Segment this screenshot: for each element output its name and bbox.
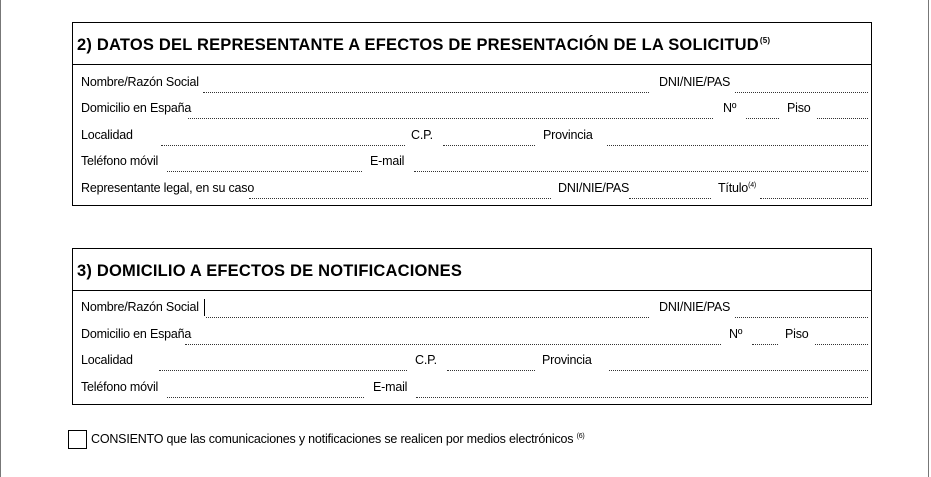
section-header [73,23,871,65]
nombre-underline [206,317,649,318]
piso-field[interactable] [817,103,868,117]
localidad-label: Localidad [81,353,133,367]
consent-text: CONSIENTO que las comunicaciones y notificaciones se realicen por medios electrónicos [91,432,574,446]
footnote-ref: (4) [748,182,757,189]
consent-checkbox[interactable] [68,430,87,449]
cp-field[interactable] [443,130,535,144]
localidad-field[interactable] [159,355,407,369]
email-underline [414,171,868,172]
footnote-ref: (6) [576,433,585,440]
titulo-field[interactable] [760,183,868,197]
dni-field[interactable] [735,302,868,316]
localidad-label: Localidad [81,128,133,142]
dni-underline [735,92,868,93]
dni-label: DNI/NIE/PAS [659,75,731,89]
numero-label: Nº [729,327,743,341]
numero-field[interactable] [746,103,779,117]
provincia-field[interactable] [607,130,868,144]
telefono-field[interactable] [167,382,364,396]
nombre-underline [203,92,649,93]
email-field[interactable] [414,156,868,170]
provincia-label: Provincia [542,353,592,367]
representante-field[interactable] [249,183,551,197]
piso-underline [815,344,868,345]
telefono-underline [167,171,362,172]
telefono-underline [167,397,364,398]
titulo-text: Título [718,181,749,195]
text-cursor [204,299,205,316]
email-underline [416,397,868,398]
domicilio-label: Domicilio en España [81,327,192,341]
footnote-ref: (5) [759,36,771,45]
email-field[interactable] [416,382,868,396]
cp-label: C.P. [411,128,433,142]
provincia-label: Provincia [543,128,593,142]
page-edge-right [928,0,929,477]
localidad-underline [161,145,405,146]
section-title-text: 2) DATOS DEL REPRESENTANTE A EFECTOS DE PRESENTACIÓN DE LA SOLICITUD [77,36,759,54]
numero-label: Nº [723,101,737,115]
piso-label: Piso [787,101,811,115]
section-notificaciones [72,248,872,405]
domicilio-field[interactable] [185,329,721,343]
dni-rep-label: DNI/NIE/PAS [558,181,630,195]
dni-rep-field[interactable] [629,183,711,197]
section-title [77,36,770,55]
provincia-underline [609,370,868,371]
piso-underline [817,118,868,119]
domicilio-underline [188,118,713,119]
nombre-field[interactable] [203,77,649,91]
dni-label: DNI/NIE/PAS [659,300,731,314]
domicilio-field[interactable] [188,103,713,117]
email-label: E-mail [370,154,405,168]
email-label: E-mail [373,380,408,394]
domicilio-underline [185,344,721,345]
numero-field[interactable] [752,329,778,343]
page-edge-left [0,0,1,477]
representante-label: Representante legal, en su caso [81,181,255,195]
telefono-label: Teléfono móvil [81,154,159,168]
numero-underline [752,344,778,345]
localidad-field[interactable] [161,130,405,144]
telefono-label: Teléfono móvil [81,380,159,394]
piso-label: Piso [785,327,809,341]
dni-field[interactable] [735,77,868,91]
consent-label [91,432,585,446]
titulo-underline [760,198,868,199]
dni-rep-underline [629,198,711,199]
titulo-label [718,181,756,195]
cp-label: C.P. [415,353,437,367]
provincia-field[interactable] [609,355,868,369]
representante-underline [249,198,551,199]
numero-underline [746,118,779,119]
localidad-underline [159,370,407,371]
section-representante [72,22,872,206]
section-title: 3) DOMICILIO A EFECTOS DE NOTIFICACIONES [77,262,463,280]
dni-underline [735,317,868,318]
cp-underline [443,145,535,146]
telefono-field[interactable] [167,156,362,170]
piso-field[interactable] [815,329,868,343]
cp-underline [447,370,535,371]
section-header [73,249,871,291]
cp-field[interactable] [447,355,535,369]
domicilio-label: Domicilio en España [81,101,192,115]
nombre-label: Nombre/Razón Social [81,300,199,314]
nombre-field[interactable] [206,302,649,316]
provincia-underline [607,145,868,146]
nombre-label: Nombre/Razón Social [81,75,199,89]
